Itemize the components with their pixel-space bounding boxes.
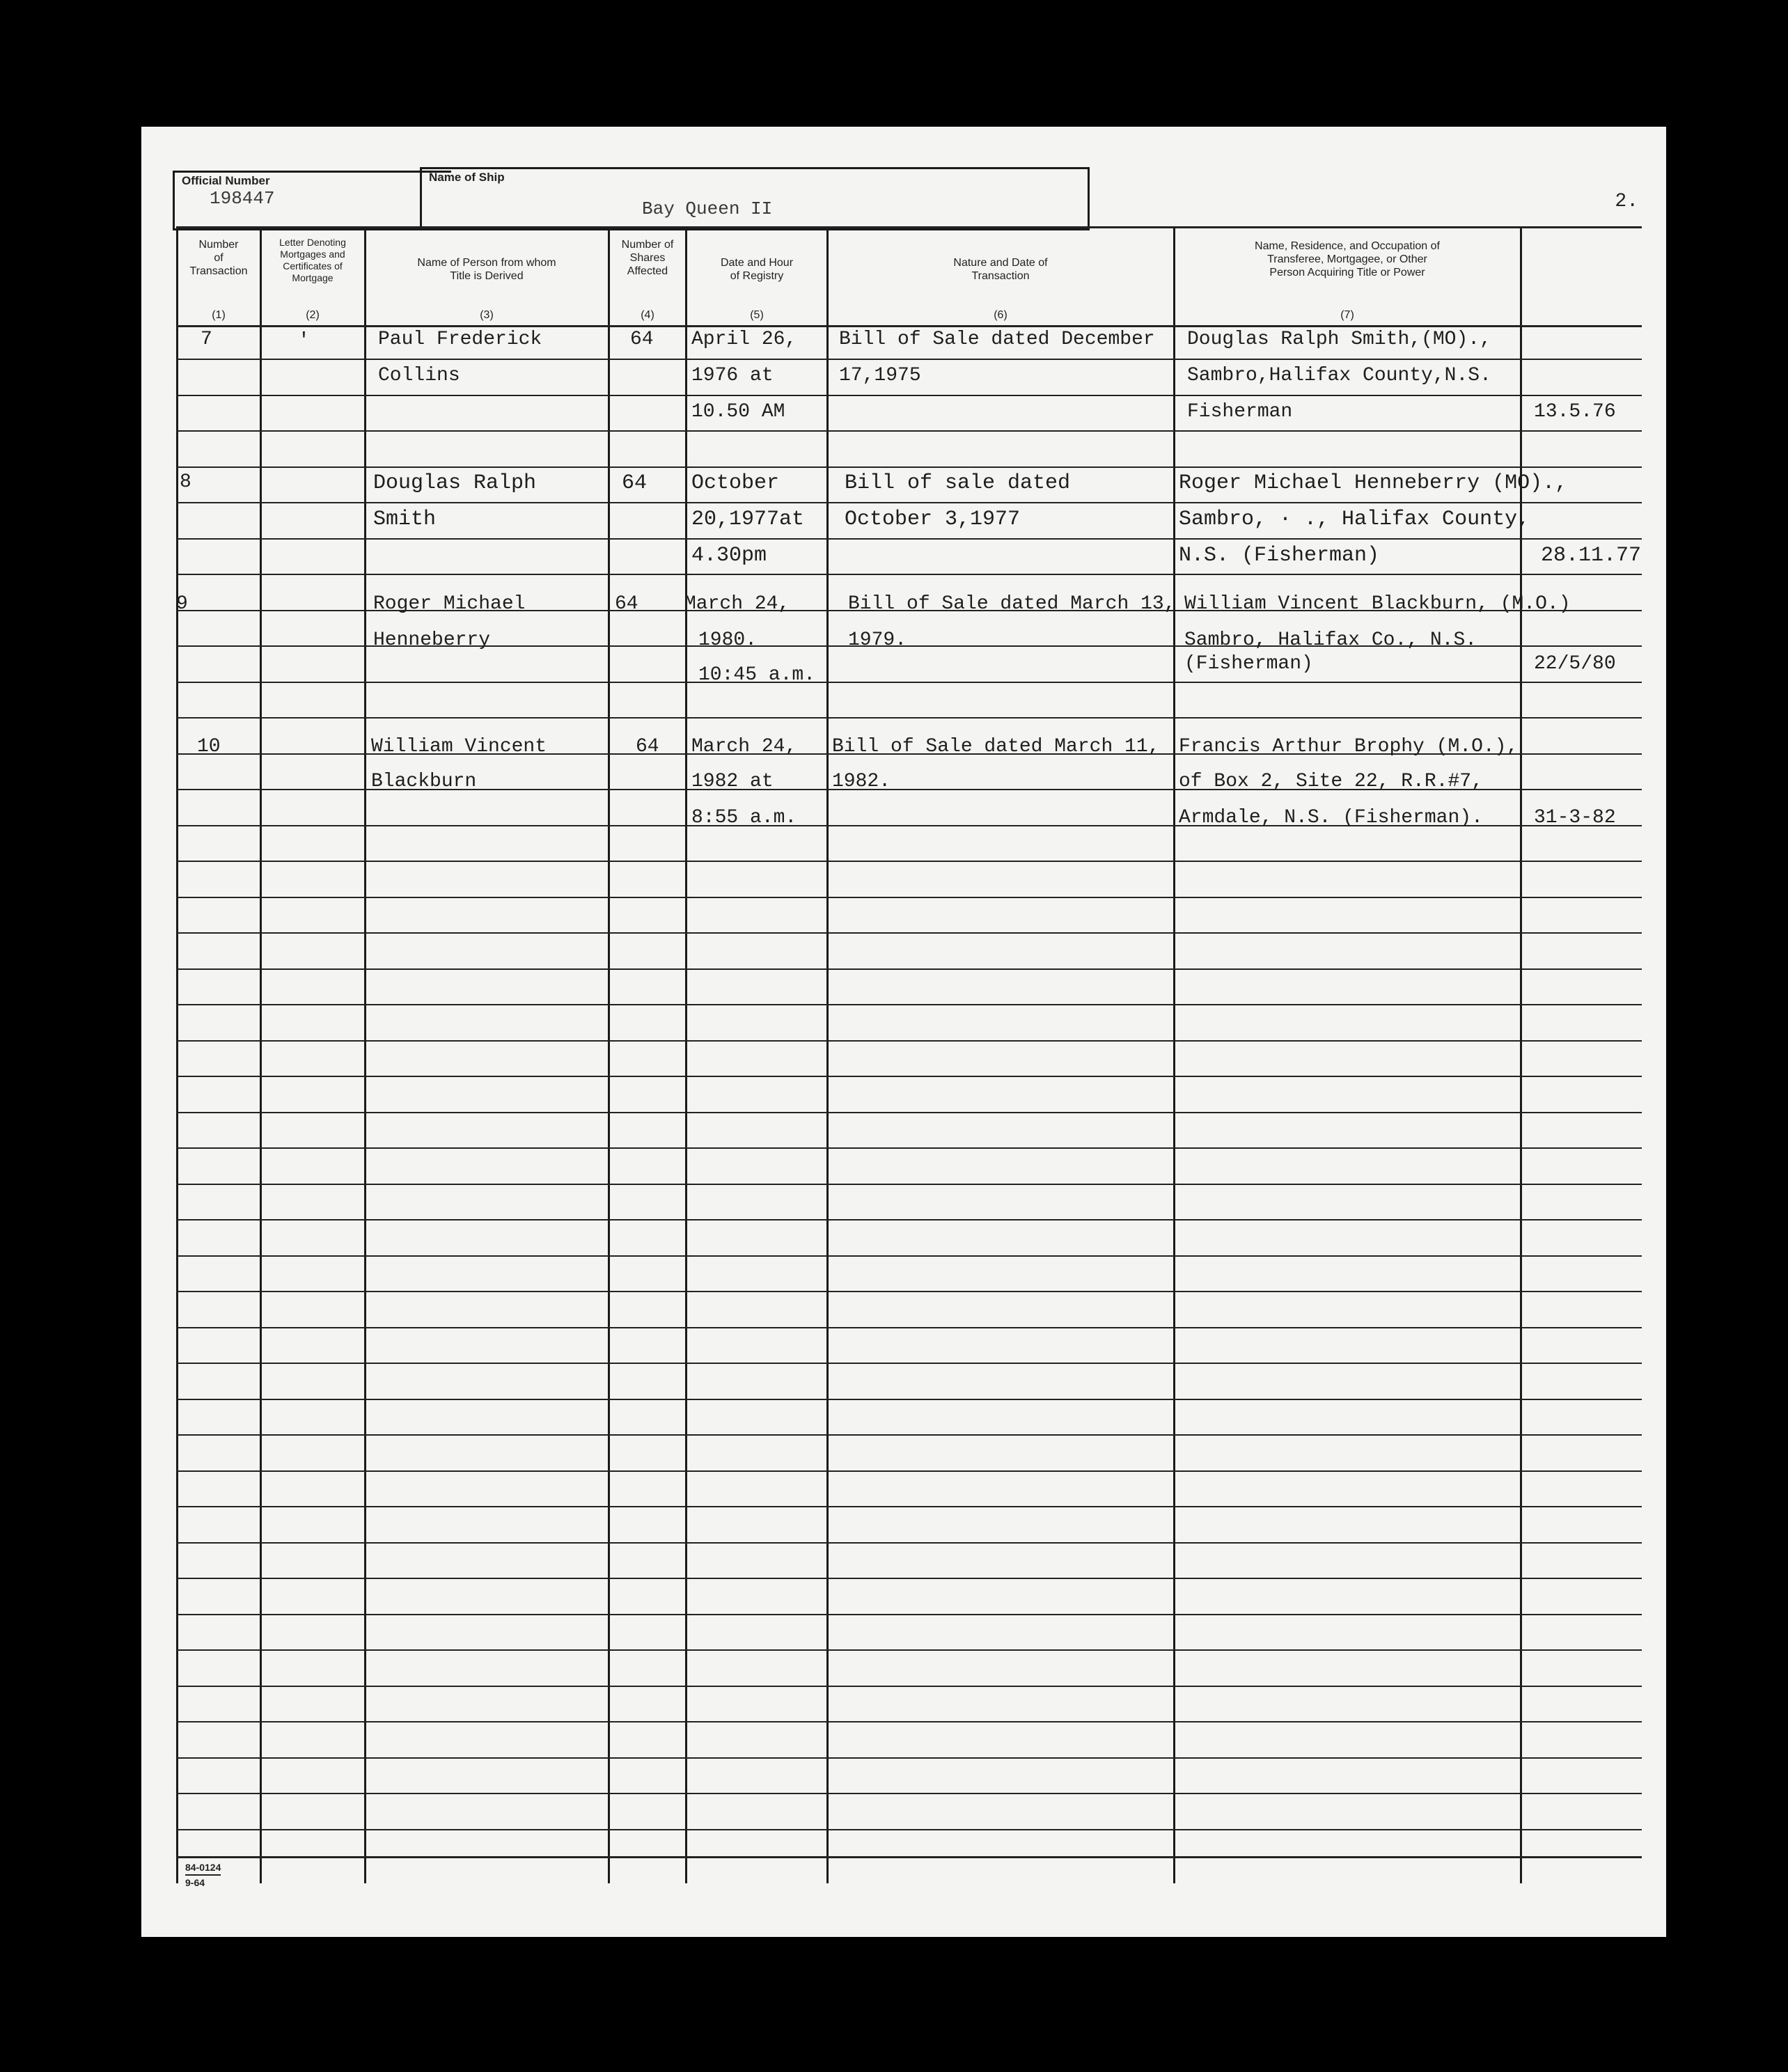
shares: 64: [615, 593, 638, 615]
row-rule: [176, 1112, 1642, 1113]
nature-line: October 3,1977: [845, 508, 1021, 531]
transferee-line: (Fisherman): [1184, 653, 1313, 675]
col-head-date-of-registry: Date and Hour of Registry: [720, 257, 794, 282]
row-rule: [176, 1506, 1642, 1507]
row-rule: [176, 1434, 1642, 1436]
row-rule: [176, 1327, 1642, 1328]
ship-name: Bay Queen II: [642, 198, 773, 219]
entry-date: 28.11.77: [1541, 544, 1642, 567]
row-rule: [176, 1856, 1642, 1858]
transferor-line: Roger Michael: [373, 593, 526, 615]
nature-line: 1979.: [848, 629, 907, 651]
nature-line: Bill of Sale dated December: [839, 329, 1155, 350]
row-rule: [176, 1578, 1642, 1579]
row-rule: [176, 502, 1642, 503]
row-rule: [176, 682, 1642, 683]
col-num-1: (1): [212, 309, 226, 321]
entry-date: 13.5.76: [1534, 401, 1616, 423]
row-rule: [176, 932, 1642, 934]
transferee-line: Sambro, Halifax Co., N.S.: [1184, 629, 1477, 651]
registry-line: October: [691, 471, 780, 495]
shares: 64: [630, 329, 654, 350]
row-rule: [176, 1686, 1642, 1687]
col-num-6: (6): [994, 309, 1007, 321]
row-rule: [176, 1721, 1642, 1722]
transferee-line: William Vincent Blackburn, (M.O.): [1184, 593, 1571, 615]
form-code-date: 9-64: [185, 1877, 205, 1888]
form-code-number: 84-0124: [185, 1860, 221, 1876]
row-rule: [176, 1184, 1642, 1185]
column-rule: [260, 226, 262, 1883]
row-rule: [176, 1649, 1642, 1651]
nature-line: Bill of sale dated: [845, 471, 1071, 495]
column-rule: [176, 226, 178, 1883]
shares: 64: [636, 736, 659, 758]
transferor-line: Douglas Ralph: [373, 471, 537, 495]
ship-name-box: [420, 167, 1090, 230]
row-rule: [176, 538, 1642, 540]
transaction-number: 7: [201, 329, 212, 350]
transferor-line: Collins: [378, 365, 460, 386]
form-code: [185, 1860, 221, 1890]
transferee-line: Sambro,Halifax County,N.S.: [1187, 365, 1491, 386]
row-rule: [176, 1757, 1642, 1759]
transferee-line: Roger Michael Henneberry (MO).,: [1179, 471, 1568, 495]
row-rule: [176, 466, 1642, 468]
registry-line: April 26,: [691, 329, 797, 350]
transferor-line: Blackburn: [371, 771, 477, 792]
page-number: 2.: [1615, 191, 1638, 212]
transferor-line: Paul Frederick: [378, 329, 542, 350]
nature-line: 1982.: [832, 771, 891, 792]
row-rule: [176, 1363, 1642, 1364]
col-num-3: (3): [480, 309, 494, 321]
entry-date: 31-3-82: [1534, 807, 1616, 829]
row-rule: [176, 1147, 1642, 1149]
row-rule: [176, 1291, 1642, 1292]
official-number-box: [173, 171, 451, 230]
transferor-line: William Vincent: [371, 736, 547, 758]
col-head-nature-of-transaction: Nature and Date of Transaction: [953, 257, 1048, 282]
column-rule: [364, 226, 366, 1883]
ship-name-label: Name of Ship: [429, 171, 505, 184]
nature-line: 17,1975: [839, 365, 921, 386]
transferor-line: Henneberry: [373, 629, 491, 651]
transferor-line: Smith: [373, 508, 437, 531]
transferee-line: Armdale, N.S. (Fisherman).: [1179, 807, 1483, 829]
row-rule: [176, 861, 1642, 862]
col-num-4: (4): [641, 309, 654, 321]
mortgage-letter: ': [298, 330, 310, 352]
row-rule: [176, 1219, 1642, 1221]
col-num-2: (2): [306, 309, 320, 321]
col-head-transaction-number: Number of Transaction: [189, 239, 248, 277]
transferee-line: N.S. (Fisherman): [1179, 544, 1380, 567]
row-rule: [176, 1829, 1642, 1830]
row-rule: [176, 1470, 1642, 1472]
registry-line: 20,1977at: [691, 508, 805, 531]
row-rule: [176, 897, 1642, 898]
column-rule: [1173, 226, 1175, 1883]
shares: 64: [622, 471, 648, 495]
transferee-line: Douglas Ralph Smith,(MO).,: [1187, 329, 1491, 350]
col-head-transferee: Name, Residence, and Occupation of Transferee, Mortgagee, or Other Person Acquiring Title or Power: [1255, 240, 1440, 278]
col-head-mortgage-letter: Letter Denoting Mortgages and Certificates of Mortgage: [279, 237, 346, 283]
registry-line: March 24,: [691, 736, 797, 758]
column-rule: [826, 226, 829, 1883]
transferee-line: of Box 2, Site 22, R.R.#7,: [1179, 771, 1483, 792]
row-rule: [176, 1399, 1642, 1400]
row-rule: [176, 574, 1642, 575]
row-rule: [176, 1004, 1642, 1005]
col-head-shares-affected: Number of Shares Affected: [621, 239, 674, 277]
row-rule: [176, 1076, 1642, 1077]
row-rule: [176, 395, 1642, 396]
column-rule: [685, 226, 687, 1883]
row-rule: [176, 226, 1642, 228]
transaction-number: 8: [180, 471, 191, 493]
col-num-5: (5): [750, 309, 764, 321]
row-rule: [176, 430, 1642, 432]
transaction-number: 9: [176, 593, 188, 615]
registry-line: 4.30pm: [691, 544, 767, 567]
row-rule: [176, 359, 1642, 360]
registry-line: March 24,: [684, 593, 790, 615]
col-num-7: (7): [1340, 309, 1354, 321]
registry-line: 10.50 AM: [691, 401, 785, 423]
registry-line: 1980.: [698, 629, 758, 651]
official-number: 198447: [210, 188, 275, 209]
registry-line: 1976 at: [691, 365, 774, 386]
register-page: [141, 127, 1666, 1937]
row-rule: [176, 1040, 1642, 1042]
row-rule: [176, 1542, 1642, 1544]
transferee-line: Fisherman: [1187, 401, 1293, 423]
col-head-title-derived-from: Name of Person from whom Title is Derived: [417, 257, 556, 282]
row-rule: [176, 1614, 1642, 1615]
row-rule: [176, 717, 1642, 719]
row-rule: [176, 1793, 1642, 1794]
row-rule: [176, 1255, 1642, 1257]
row-rule: [176, 325, 1642, 327]
transaction-number: 10: [197, 736, 221, 758]
column-rule: [608, 226, 610, 1883]
registry-line: 1982 at: [691, 771, 774, 792]
official-number-label: Official Number: [182, 174, 270, 187]
nature-line: Bill of Sale dated March 13,: [848, 593, 1176, 615]
transferee-line: Francis Arthur Brophy (M.O.),: [1179, 736, 1519, 758]
nature-line: Bill of Sale dated March 11,: [832, 736, 1160, 758]
entry-date: 22/5/80: [1534, 653, 1616, 675]
registry-line: 10:45 a.m.: [698, 664, 816, 686]
transferee-line: Sambro, · ., Halifax County,: [1179, 508, 1530, 531]
registry-line: 8:55 a.m.: [691, 807, 797, 829]
row-rule: [176, 968, 1642, 970]
